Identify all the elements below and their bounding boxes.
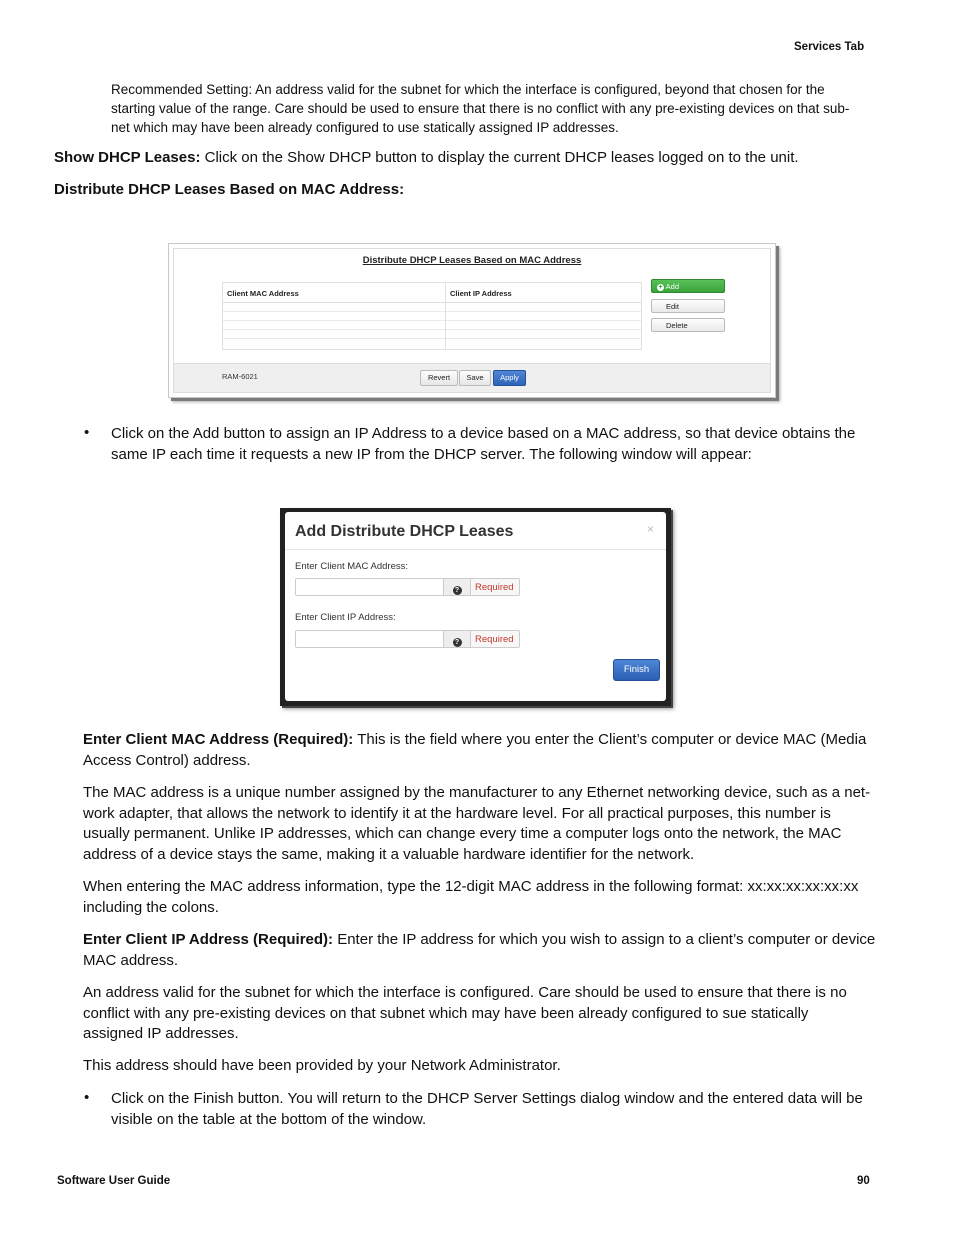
table-row: [446, 312, 641, 321]
model-label: RAM-6021: [222, 372, 258, 381]
mac-column: [223, 283, 446, 349]
modal-title: Add Distribute DHCP Leases: [295, 523, 514, 540]
mac-desc-line: address of a device stays the same, making it a valuable hardware identifier for the network.: [83, 845, 695, 863]
bullet-marker: •: [84, 1089, 90, 1106]
mac-address-input[interactable]: [295, 578, 444, 596]
panel-footer: [174, 363, 770, 392]
mac-format-paragraph: [83, 877, 903, 918]
mac-address-label: Enter Client MAC Address:: [295, 561, 408, 572]
mac-desc-line: work adapter, that allows the network to identify it at the hardware level. For all practical purposes, this number is: [83, 804, 831, 822]
question-icon: ?: [453, 586, 462, 595]
revert-button[interactable]: Revert: [420, 370, 458, 386]
bullet-add-instructions: [111, 424, 911, 465]
bullet-line: visible on the table at the bottom of the window.: [111, 1110, 427, 1128]
ip-column: [446, 283, 641, 349]
edit-button[interactable]: Edit: [651, 299, 725, 313]
mac-desc-line: The MAC address is a unique number assigned by the manufacturer to any Ethernet networking device, such as a net-: [83, 784, 871, 801]
ip-field-text: MAC address.: [83, 951, 179, 969]
table-row: [223, 321, 445, 330]
intro-line: Recommended Setting: An address valid for the subnet for which the interface is configured, beyond that chosen for the: [111, 82, 825, 97]
bullet-finish-instructions: [111, 1089, 911, 1130]
ip-help-button[interactable]: [444, 630, 471, 648]
add-leases-dialog-screenshot: [280, 508, 671, 706]
running-header: Services Tab: [794, 41, 865, 53]
mac-help-button[interactable]: [444, 578, 471, 596]
show-dhcp-leases-term: Show DHCP Leases:: [54, 149, 201, 166]
table-row: [446, 303, 641, 312]
ip-field-text: Enter the IP address for which you wish to assign to a client’s computer or device: [333, 931, 876, 948]
ip-address-input[interactable]: [295, 630, 444, 648]
mac-format-line: When entering the MAC address information, type the 12-digit MAC address in the following format: xx:xx:xx:xx:xx:xx: [83, 878, 859, 895]
mac-field-text: Access Control) address.: [83, 751, 251, 769]
intro-line: starting value of the range. Care should be used to ensure that there is no conflict with any pre-existing devices on that sub-: [111, 101, 850, 116]
mac-field-paragraph: [83, 730, 903, 771]
distribute-leases-screenshot: [168, 243, 776, 398]
column-header-ip: Client IP Address: [446, 283, 641, 303]
ip-field-paragraph: [83, 930, 903, 971]
table-row: [223, 312, 445, 321]
mac-required-badge: Required: [471, 578, 520, 596]
ip-address-label: Enter Client IP Address:: [295, 612, 396, 623]
table-row: [446, 330, 641, 339]
table-row: [223, 303, 445, 312]
ip-field-term: Enter Client IP Address (Required):: [83, 931, 334, 948]
page-number: 90: [857, 1175, 870, 1187]
close-icon[interactable]: ×: [646, 522, 654, 536]
add-button-label: Add: [665, 282, 680, 291]
mac-field-term: Enter Client MAC Address (Required):: [83, 731, 354, 748]
mac-desc-line: usually permanent. Unlike IP addresses, which can change every time a computer logs onto the network, the MAC: [83, 825, 842, 842]
finish-button[interactable]: Finish: [613, 659, 660, 681]
table-row: [223, 330, 445, 339]
column-header-mac: Client MAC Address: [223, 283, 445, 303]
apply-button[interactable]: Apply: [493, 370, 526, 386]
bullet-line: same IP each time it requests a new IP from the DHCP server. The following window will appear:: [111, 445, 752, 463]
ip-desc-line: conflict with any pre-existing devices on that subnet which may have been already configured to sue statically: [83, 1004, 809, 1022]
save-button[interactable]: Save: [459, 370, 491, 386]
mac-format-line: including the colons.: [83, 898, 219, 916]
screenshot-panel: [173, 248, 771, 393]
mac-field-text: This is the field where you enter the Client’s computer or device MAC (Media: [353, 731, 867, 748]
footer-guide-title: Software User Guide: [57, 1175, 171, 1187]
mac-description-paragraph: [83, 783, 903, 865]
question-icon: ?: [453, 638, 462, 647]
plus-circle-icon: +: [658, 283, 663, 291]
ip-description-paragraph: [83, 983, 903, 1045]
distribute-panel-title: Distribute DHCP Leases Based on MAC Address: [362, 255, 582, 266]
distribute-heading: Distribute DHCP Leases Based on MAC Address:: [54, 181, 405, 198]
ip-required-badge: Required: [471, 630, 520, 648]
add-leases-modal: [285, 512, 666, 701]
modal-divider: [285, 549, 666, 550]
recommended-setting-text: [111, 80, 911, 137]
add-button[interactable]: [651, 279, 725, 293]
ip-desc-line: An address valid for the subnet for which the interface is configured. Care should be used to ensure that there is no: [83, 984, 847, 1001]
ip-desc-line: assigned IP addresses.: [83, 1025, 239, 1042]
intro-line: net which may have been already configured to use statically assigned IP addresses.: [111, 120, 619, 135]
table-row: [446, 321, 641, 330]
delete-button[interactable]: Delete: [651, 318, 725, 332]
bullet-marker: •: [84, 424, 90, 441]
show-dhcp-leases-text: Click on the Show DHCP button to display the current DHCP leases logged on to the unit.: [200, 149, 799, 166]
leases-table: [222, 282, 642, 350]
admin-note: This address should have been provided by your Network Administrator.: [83, 1057, 561, 1074]
bullet-line: Click on the Add button to assign an IP Address to a device based on a MAC address, so that device obtains the: [111, 425, 856, 442]
bullet-line: Click on the Finish button. You will return to the DHCP Server Settings dialog window and the entered data will be: [111, 1090, 863, 1107]
show-dhcp-leases-paragraph: [54, 148, 914, 169]
